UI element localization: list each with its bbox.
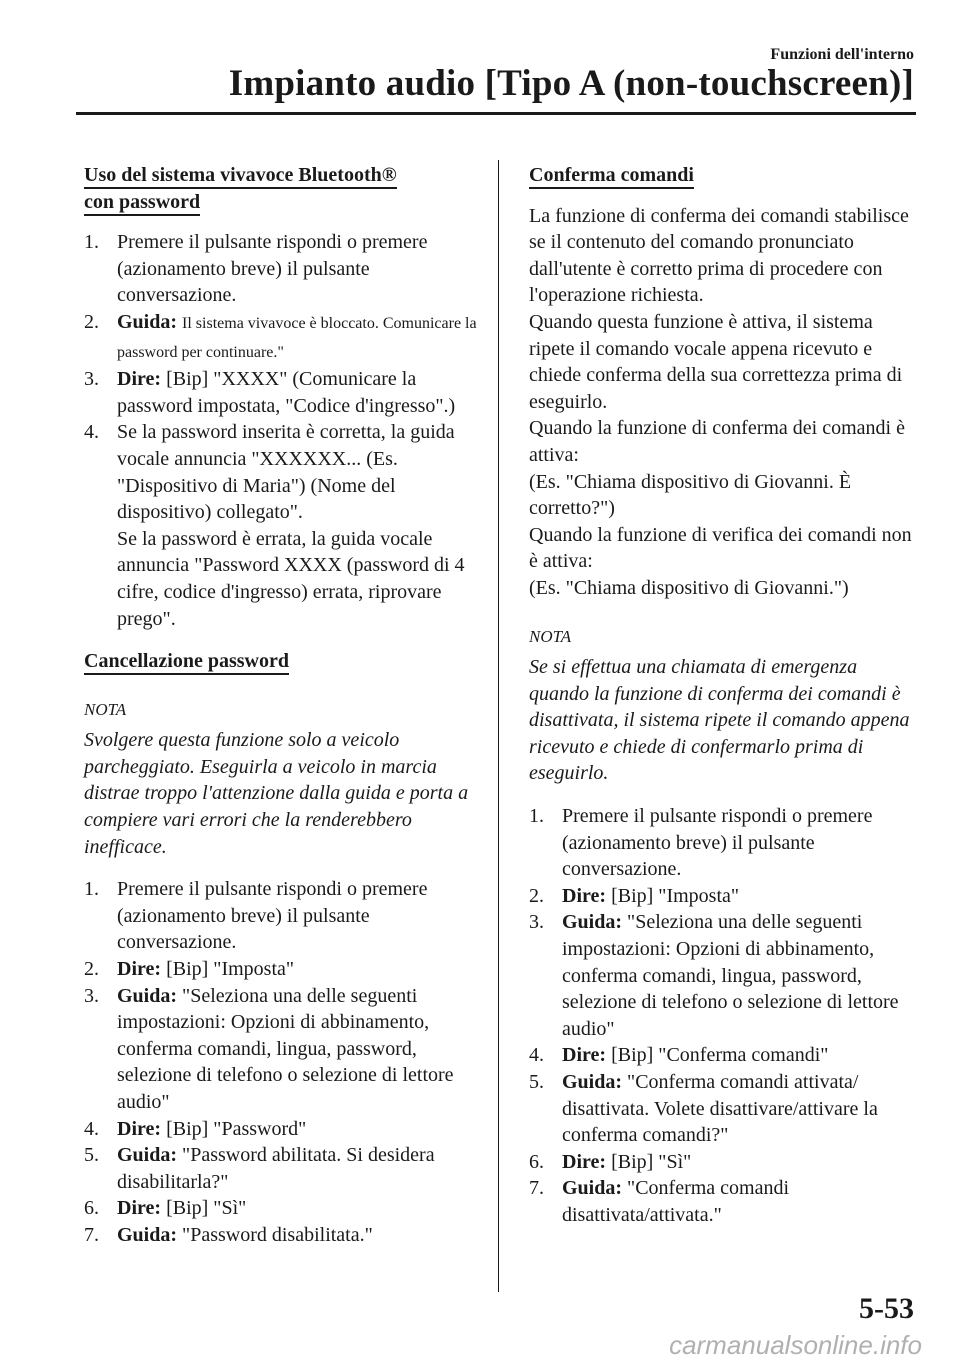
steps-command-confirm <box>529 803 921 1229</box>
section-heading-command-confirm: Conferma comandi <box>529 162 921 189</box>
note-label: NOTA <box>529 626 572 646</box>
page-title: Impianto audio [Tipo A (non-touchscreen)] <box>228 63 914 104</box>
column-divider <box>498 160 499 1292</box>
header-rule <box>76 112 916 115</box>
list-item: 7. Guida: "Password disabilitata." <box>84 1223 373 1246</box>
intro-text: La funzione di conferma dei comandi stabilisce se il contenuto del comando pronunciato dall'utente è corretto prima di procedere con l'operazione richiesta. Quando questa funzione è attiva, il sistema ripete il comando vocale appena ricevuto e chiede conferma della sua correttezza prima di eseguirlo. Quando la funzione di conferma dei comandi è attiva: (Es. "Chiama dispositivo di Giovanni. È corretto?") Quando la funzione di verifica dei comandi non è attiva: (Es. "Chiama dispositivo di Giovanni.") <box>529 204 912 599</box>
list-item: 4. Dire: [Bip] "Password" <box>84 1117 307 1140</box>
list-item: 7. Guida: "Conferma comandi disattivata/attivata." <box>529 1177 790 1226</box>
header-kicker: Funzioni dell'interno <box>770 46 914 63</box>
note-label: NOTA <box>84 699 127 719</box>
watermark: carmanualsonline.info <box>669 1330 922 1360</box>
list-item: 5. Guida: "Conferma comandi attivata/ disattivata. Volete disattivare/attivare la conferma comandi?" <box>529 1071 878 1147</box>
list-item: 3. Guida: "Seleziona una delle seguenti impostazioni: Opzioni di abbinamento, conferma comandi, lingua, password, selezione di telefono o selezione di lettore audio" <box>84 984 454 1113</box>
page-number: 5-53 <box>859 1292 914 1325</box>
list-item: 1. Premere il pulsante rispondi o premere (azionamento breve) il pulsante conversazione. <box>529 805 873 881</box>
list-item: 2. Dire: [Bip] "Imposta" <box>529 884 740 907</box>
list-item: Se la password è errata, la guida vocale annuncia "Password XXXX (password di 4 cifre, codice d'ingresso) errata, riprovare prego". <box>117 527 465 630</box>
steps-delete-password <box>84 876 484 1248</box>
note-text: Svolgere questa funzione solo a veicolo parcheggiato. Eseguirla a veicolo in marcia distrae troppo l'attenzione dalla guida e porta a compiere vari errori che la renderebbero inefficace. <box>84 729 469 858</box>
list-item: 6. Dire: [Bip] "Sì" <box>529 1150 692 1173</box>
list-item: 5. Guida: "Password abilitata. Si desidera disabilitarla?" <box>84 1144 435 1193</box>
list-item: 4. Se la password inserita è corretta, la guida vocale annuncia "XXXXXX... (Es. "Dispositivo di Maria") (Nome del dispositivo) collegato". <box>84 421 455 524</box>
list-item: 4. Dire: [Bip] "Conferma comandi" <box>529 1044 829 1067</box>
right-column <box>529 162 921 1239</box>
section-heading-delete-password: Cancellazione password <box>84 648 484 675</box>
list-item: 3. Dire: [Bip] "XXXX" (Comunicare la password impostata, "Codice d'ingresso".) <box>84 368 456 417</box>
list-item: 3. Guida: "Seleziona una delle seguenti impostazioni: Opzioni di abbinamento, conferma comandi, lingua, password, selezione di telefono o selezione di lettore audio" <box>529 911 899 1040</box>
steps-bluetooth-password <box>84 229 484 632</box>
list-item: 2. Dire: [Bip] "Imposta" <box>84 958 295 981</box>
list-item: 6. Dire: [Bip] "Sì" <box>84 1197 247 1220</box>
list-item: 1. Premere il pulsante rispondi o premere (azionamento breve) il pulsante conversazione. <box>84 878 428 954</box>
left-column <box>84 162 484 1259</box>
note-text: Se si effettua una chiamata di emergenza quando la funzione di conferma dei comandi è disattivata, il sistema ripete il comando appena ricevuto e chiede di confermarlo prima di eseguirlo. <box>529 656 910 785</box>
list-item: 2. Guida: Il sistema vivavoce è bloccato. Comunicare la password per continuare." <box>84 310 477 361</box>
list-item: 1. Premere il pulsante rispondi o premere (azionamento breve) il pulsante conversazione. <box>84 231 428 307</box>
section-heading-bluetooth-password: Uso del sistema vivavoce Bluetooth® con password <box>84 162 484 215</box>
